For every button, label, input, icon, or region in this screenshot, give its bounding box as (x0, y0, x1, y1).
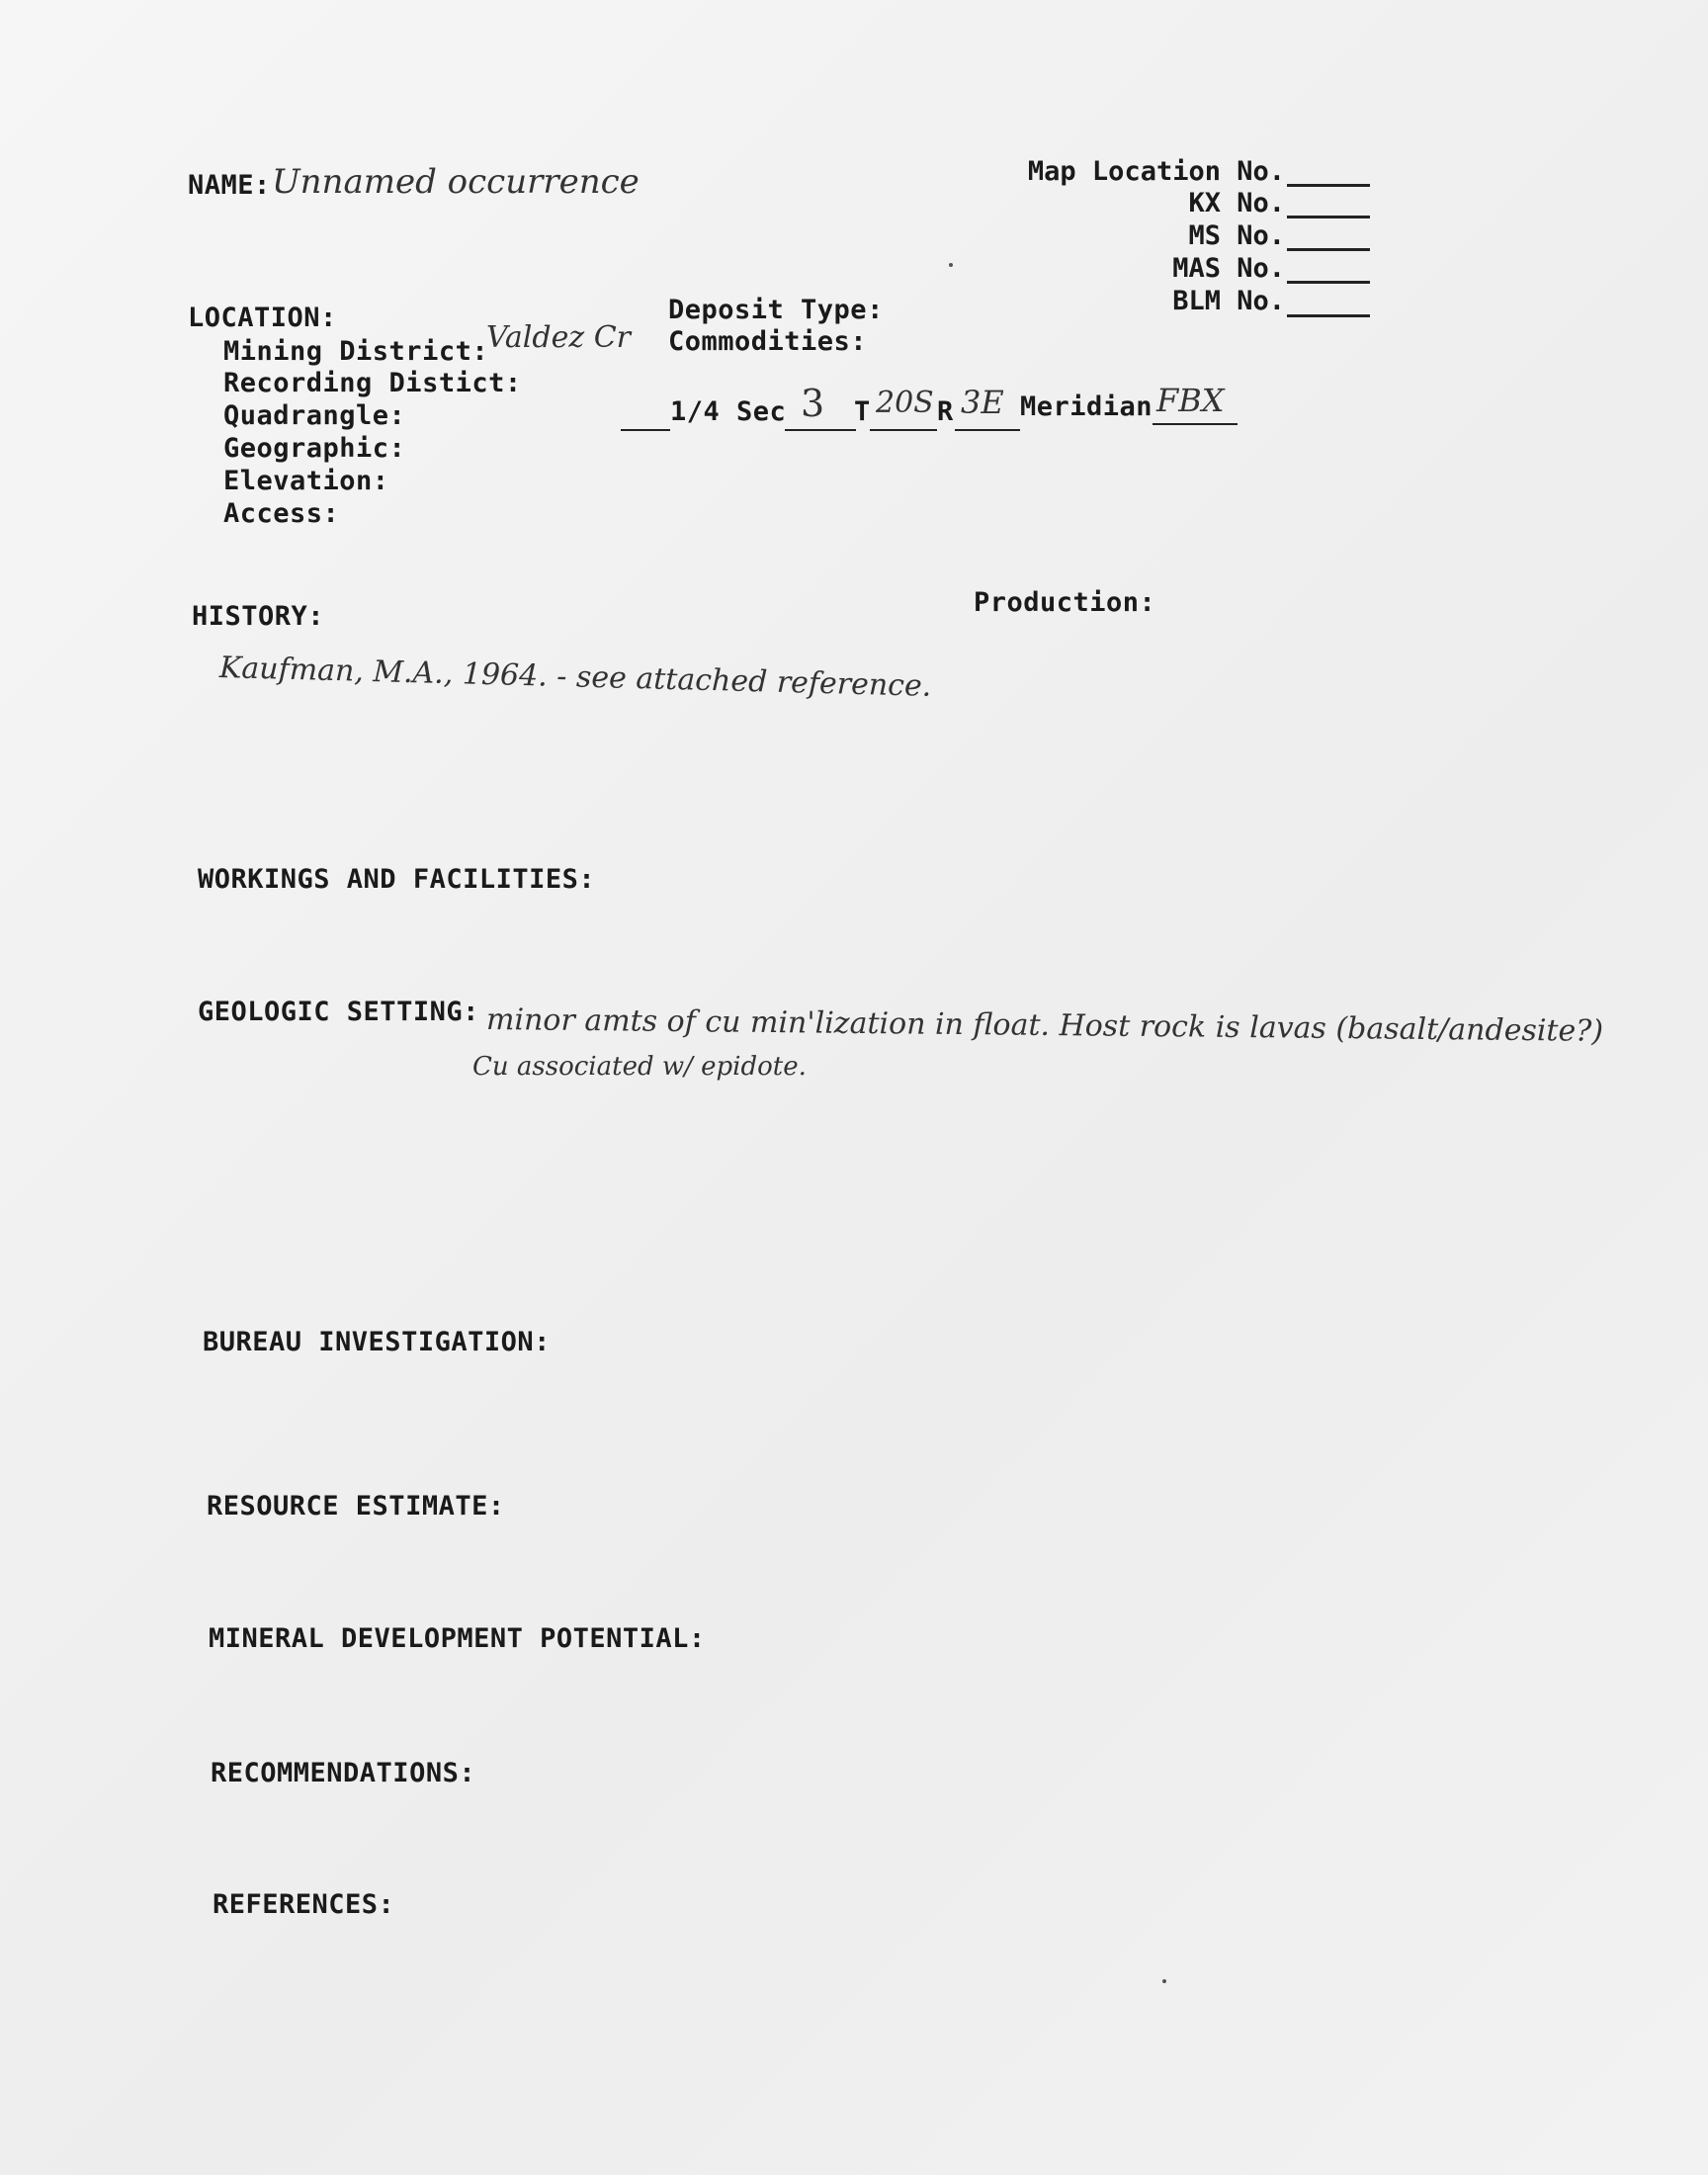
quadrangle-label: Quadrangle: (223, 400, 406, 431)
resource-estimate-label: RESOURCE ESTIMATE: (207, 1491, 505, 1522)
workings-label: WORKINGS AND FACILITIES: (198, 864, 596, 895)
map-location-blank (1287, 184, 1370, 187)
blm-blank (1287, 314, 1370, 317)
kx-blank (1287, 216, 1370, 218)
quarter-section-label: 1/4 Sec (670, 396, 787, 427)
scan-speck (949, 263, 953, 267)
production-label: Production: (974, 587, 1156, 618)
geologic-setting-label: GEOLOGIC SETTING: (198, 997, 479, 1027)
range-label: R (937, 396, 954, 427)
mineral-development-label: MINERAL DEVELOPMENT POTENTIAL: (209, 1623, 706, 1654)
township-blank (870, 429, 937, 431)
recording-district-label: Recording Distict: (223, 368, 522, 398)
name-value: Unnamed occurrence (272, 162, 640, 202)
bureau-investigation-label: BUREAU INVESTIGATION: (203, 1327, 551, 1357)
name-label: NAME: (188, 170, 271, 201)
ms-blank (1287, 248, 1370, 251)
mining-district-value: Valdez Cr (486, 320, 631, 355)
history-text: Kaufman, M.A., 1964. - see attached reference. (218, 651, 932, 704)
map-location-label: Map Location No. (1027, 156, 1285, 187)
scan-speck (1162, 1979, 1166, 1983)
range-value: 3E (961, 384, 1004, 421)
elevation-label: Elevation: (223, 466, 389, 496)
township-label: T (854, 396, 871, 427)
township-value: 20S (876, 386, 934, 420)
geologic-setting-line1: minor amts of cu min'lization in float. Host rock is lavas (basalt/andesite?) (485, 1002, 1604, 1049)
access-label: Access: (223, 498, 340, 529)
meridian-label: Meridian (1020, 392, 1153, 422)
section-blank (785, 429, 856, 431)
recommendations-label: RECOMMENDATIONS: (211, 1758, 476, 1788)
blm-label: BLM No. (1172, 286, 1285, 316)
kx-label: KX No. (1188, 188, 1285, 218)
ms-label: MS No. (1188, 220, 1285, 251)
commodities-label: Commodities: (668, 326, 868, 357)
section-value: 3 (801, 382, 825, 425)
deposit-type-label: Deposit Type: (668, 295, 884, 325)
mas-label: MAS No. (1172, 253, 1285, 284)
quarter-blank (621, 429, 670, 431)
meridian-blank (1153, 423, 1238, 425)
meridian-value: FBX (1156, 382, 1225, 419)
range-blank (955, 429, 1020, 431)
geographic-label: Geographic: (223, 433, 406, 464)
history-heading: HISTORY: (192, 601, 325, 632)
mining-district-label: Mining District: (223, 336, 489, 367)
geologic-setting-line2: Cu associated w/ epidote. (472, 1052, 807, 1082)
location-heading: LOCATION: (188, 303, 337, 333)
references-label: REFERENCES: (213, 1889, 395, 1920)
mas-blank (1287, 281, 1370, 284)
